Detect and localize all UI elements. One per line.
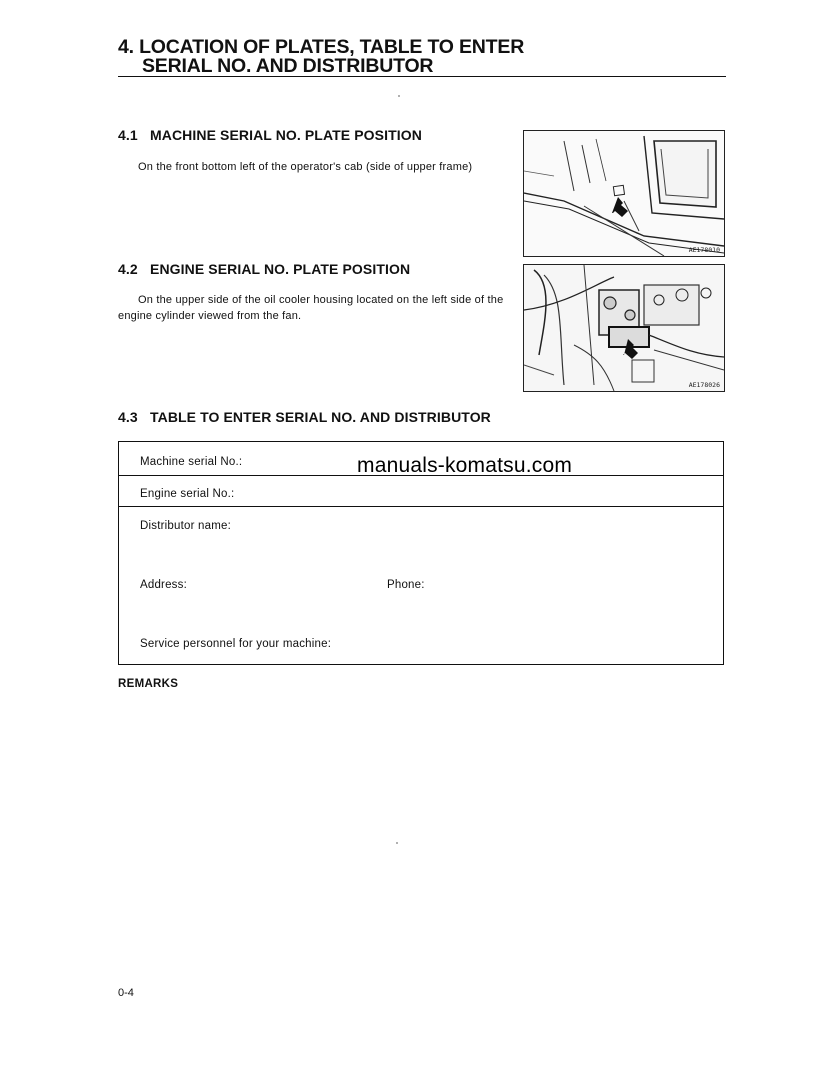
- distributor-name-label: Distributor name:: [140, 520, 231, 532]
- engine-serial-row: [119, 475, 723, 507]
- scan-speck: [396, 842, 398, 844]
- section-title: ENGINE SERIAL NO. PLATE POSITION: [150, 261, 411, 277]
- section-4-3-heading: [118, 409, 491, 425]
- title-line-2: SERIAL NO. AND DISTRIBUTOR: [142, 55, 434, 77]
- figure-code: AE178010: [688, 246, 720, 254]
- address-label: Address:: [140, 579, 187, 591]
- section-number: 4.2: [118, 261, 138, 277]
- watermark-text: manuals-komatsu.com: [357, 454, 573, 477]
- figure-code: AE178026: [688, 381, 720, 389]
- engine-illustration: [524, 265, 724, 391]
- section-number: 4.1: [118, 127, 138, 143]
- page-number: 0-4: [118, 987, 134, 999]
- title-line-1: 4. LOCATION OF PLATES, TABLE TO ENTER: [118, 36, 525, 58]
- section-4-2-heading: [118, 261, 410, 277]
- engine-plate-photo: [523, 264, 725, 392]
- section-title: MACHINE SERIAL NO. PLATE POSITION: [150, 127, 422, 143]
- service-personnel-label: Service personnel for your machine:: [140, 638, 332, 650]
- section-4-2-text: On the upper side of the oil cooler housing located on the left side of the engine cylinder viewed from the fan.: [118, 294, 504, 322]
- machine-serial-label: Machine serial No.:: [140, 456, 243, 468]
- title-underline: [118, 76, 726, 77]
- scan-speck: [398, 95, 400, 97]
- machine-plate-photo: [523, 130, 725, 257]
- engine-serial-label: Engine serial No.:: [140, 488, 235, 500]
- section-4-1-heading: [118, 127, 422, 143]
- remarks-heading: REMARKS: [118, 678, 179, 690]
- section-number: 4.3: [118, 409, 138, 425]
- section-4-1-text: On the front bottom left of the operator's cab (side of upper frame): [138, 161, 473, 173]
- page-title: [118, 38, 728, 76]
- section-title: TABLE TO ENTER SERIAL NO. AND DISTRIBUTOR: [150, 409, 491, 425]
- phone-label: Phone:: [387, 579, 425, 591]
- cab-illustration: [524, 131, 724, 256]
